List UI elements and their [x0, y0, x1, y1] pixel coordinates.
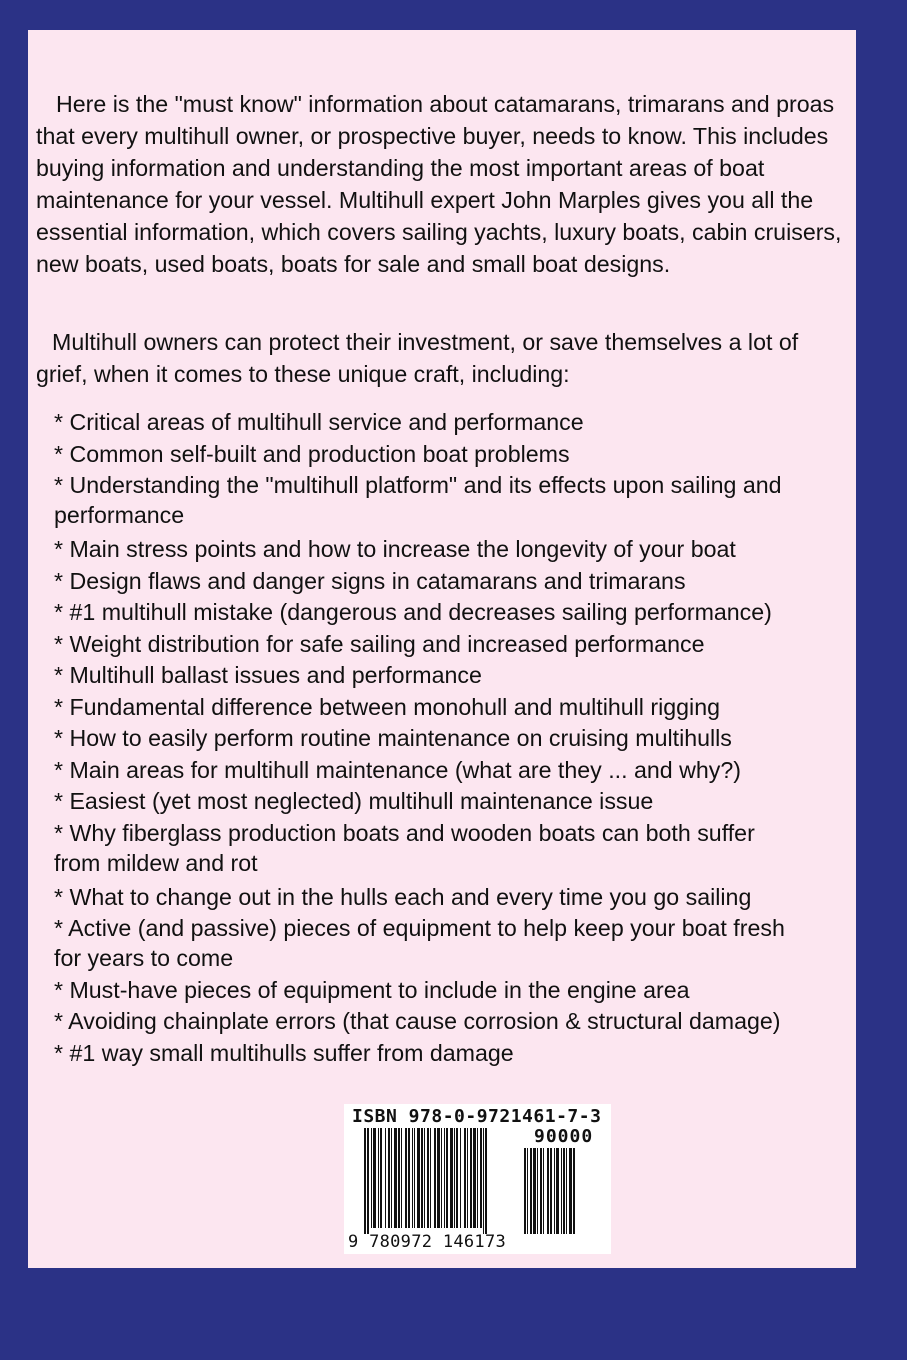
list-item: * Must-have pieces of equipment to include in the engine area [54, 976, 690, 1003]
list-item: * #1 way small multihulls suffer from damage [54, 1039, 514, 1066]
list-item: * Main stress points and how to increase the longevity of your boat [54, 536, 736, 562]
list-item: * Why fiberglass production boats and wooden boats can both suffer from mildew and rot [54, 819, 755, 876]
list-item: * Critical areas of multihull service and performance [54, 409, 584, 435]
list-item: * Weight distribution for safe sailing and increased performance [54, 630, 705, 657]
list-item: * Design flaws and danger signs in catamarans and trimarans [54, 567, 686, 594]
list-item: * What to change out in the hulls each and every time you go sailing [54, 883, 752, 910]
list-item: * Common self-built and production boat problems [54, 440, 570, 467]
isbn-barcode [344, 1104, 611, 1254]
list-item: * Fundamental difference between monohull and multihull rigging [54, 693, 720, 720]
intro-paragraph: Here is the "must know" information about catamarans, trimarans and proas that every multihull owner, or prospective buyer, needs to know. This includes buying information and understanding the most important areas of boat maintenance for your vessel. Multihull expert John Marples gives you all the essential information, which covers sailing yachts, luxury boats, cabin cruisers, new boats, used boats, boats for sale and small boat designs. [36, 91, 842, 277]
list-item: * #1 multihull mistake (dangerous and decreases sailing performance) [54, 599, 772, 625]
back-cover-panel [28, 30, 856, 1268]
ean-number: 9 780972 146173 [348, 1232, 507, 1252]
addon-barcode-bars-icon [524, 1148, 606, 1234]
list-item: * Understanding the "multihull platform" and its effects upon sailing and performance [54, 472, 782, 528]
list-item: * Avoiding chainplate errors (that cause corrosion & structural damage) [54, 1008, 781, 1034]
isbn-label: ISBN 978-0-9721461-7-3 [352, 1106, 602, 1127]
owners-paragraph: Multihull owners can protect their investment, or save themselves a lot of grief, when it comes to these unique craft, including: [36, 329, 799, 387]
list-item: * How to easily perform routine maintenance on cruising multihulls [54, 725, 732, 751]
list-item: * Active (and passive) pieces of equipment to help keep your boat fresh for years to come [54, 915, 785, 971]
feature-list [54, 407, 854, 1069]
list-item: * Main areas for multihull maintenance (what are they ... and why?) [54, 756, 741, 783]
list-item: * Multihull ballast issues and performance [54, 662, 482, 688]
list-item: * Easiest (yet most neglected) multihull maintenance issue [54, 788, 654, 814]
price-code-label: 90000 [534, 1126, 594, 1147]
barcode-bars-icon [364, 1128, 514, 1234]
